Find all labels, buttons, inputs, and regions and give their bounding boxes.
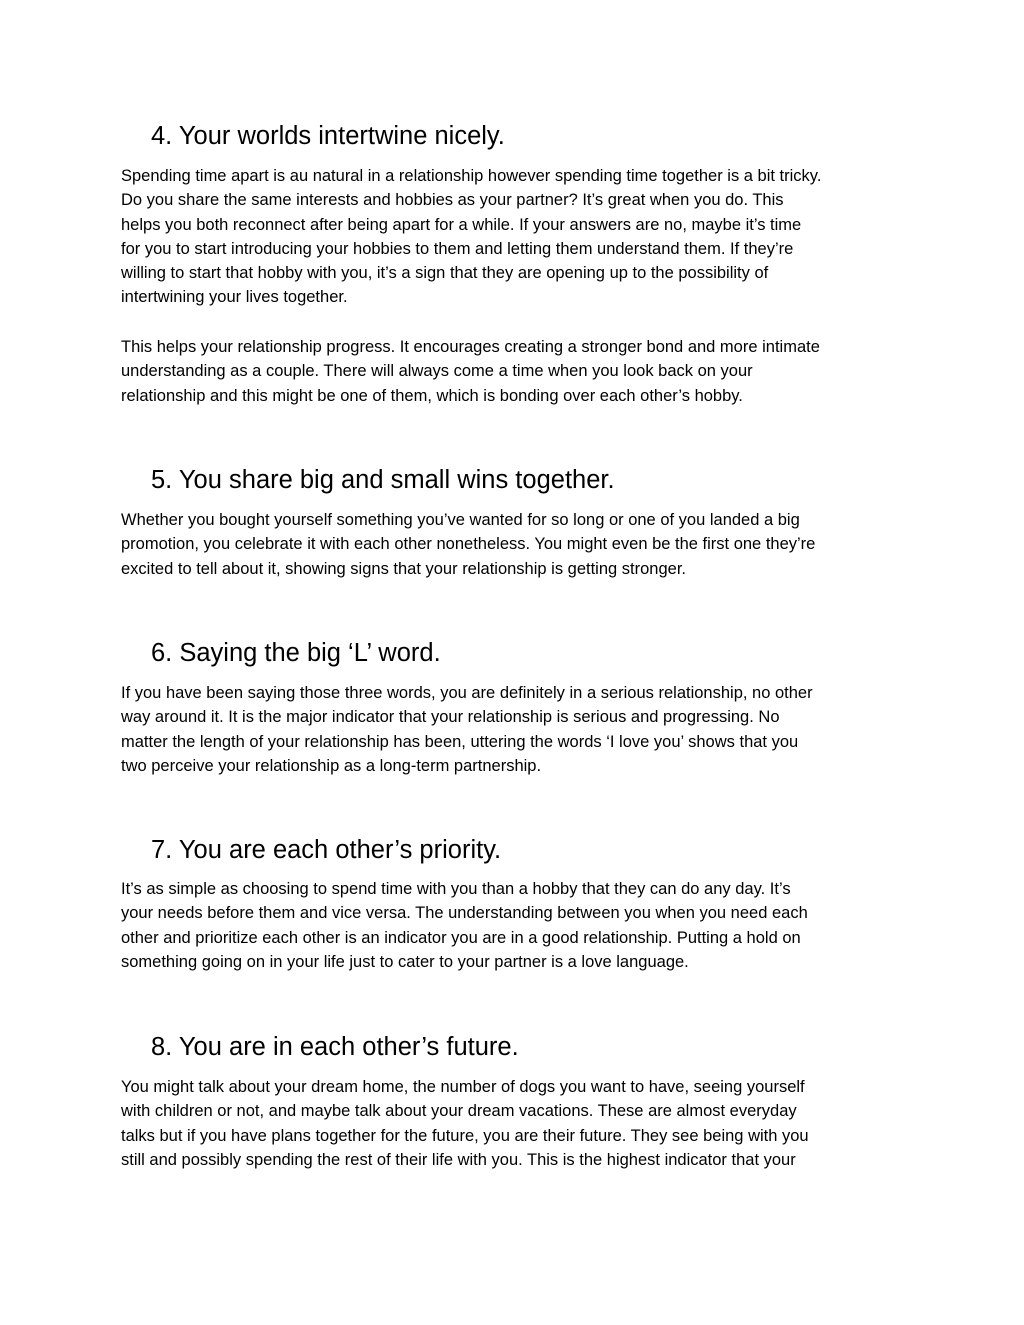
section-8-paragraph-1 <box>121 1075 911 1172</box>
paragraph-line: intertwining your lives together. <box>121 288 348 307</box>
paragraph-line: Do you share the same interests and hobbies as your partner? It’s great when you do. This <box>121 191 784 210</box>
paragraph-line: matter the length of your relationship has been, uttering the words ‘I love you’ shows that you <box>121 732 799 751</box>
paragraph-line: for you to start introducing your hobbies to them and letting them understand them. If they’re <box>121 239 794 258</box>
section-heading-7: 7. You are each other’s priority. <box>151 836 502 864</box>
paragraph-line: It’s as simple as choosing to spend time with you than a hobby that they can do any day. It’s <box>121 880 791 898</box>
paragraph-line: other and prioritize each other is an indicator you are in a good relationship. Putting a hold on <box>121 928 801 947</box>
paragraph-line: two perceive your relationship as a long-term partnership. <box>121 756 542 775</box>
paragraph-line: If you have been saying those three words, you are definitely in a serious relationship, no other <box>121 684 813 702</box>
paragraph-line: something going on in your life just to cater to your partner is a love language. <box>121 952 689 971</box>
paragraph-line: You might talk about your dream home, the number of dogs you want to have, seeing yourself <box>121 1078 805 1096</box>
paragraph-line: still and possibly spending the rest of their life with you. This is the highest indicator that your <box>121 1150 796 1169</box>
paragraph-line: talks but if you have plans together for the future, you are their future. They see being with you <box>121 1126 809 1145</box>
section-heading-4: 4. Your worlds intertwine nicely. <box>151 122 505 150</box>
paragraph-line: your needs before them and vice versa. The understanding between you when you need each <box>121 904 808 923</box>
section-5-paragraph-1 <box>121 508 911 581</box>
paragraph-line: willing to start that hobby with you, it’s a sign that they are opening up to the possibility of <box>121 264 769 283</box>
paragraph-line: helps you both reconnect after being apart for a while. If your answers are no, maybe it’s time <box>121 215 802 234</box>
paragraph-line: Whether you bought yourself something you’ve wanted for so long or one of you landed a big <box>121 511 800 529</box>
paragraph-line: excited to tell about it, showing signs that your relationship is getting stronger. <box>121 559 686 578</box>
section-heading-8: 8. You are in each other’s future. <box>151 1033 519 1061</box>
paragraph-line: way around it. It is the major indicator that your relationship is serious and progressing. No <box>121 708 780 727</box>
paragraph-line: This helps your relationship progress. It encourages creating a stronger bond and more intimate <box>121 338 820 356</box>
section-heading-6: 6. Saying the big ‘L’ word. <box>151 639 441 667</box>
paragraph-line: promotion, you celebrate it with each other nonetheless. You might even be the first one they’re <box>121 535 816 554</box>
section-4-paragraph-2 <box>121 335 911 408</box>
section-6-paragraph-1 <box>121 681 911 778</box>
paragraph-line: relationship and this might be one of them, which is bonding over each other’s hobby. <box>121 386 743 405</box>
section-4-paragraph-1 <box>121 164 911 310</box>
section-heading-5: 5. You share big and small wins together. <box>151 466 615 494</box>
section-7-paragraph-1 <box>121 877 911 974</box>
paragraph-line: Spending time apart is au natural in a relationship however spending time together is a bit tricky. <box>121 167 822 185</box>
paragraph-line: understanding as a couple. There will always come a time when you look back on your <box>121 362 753 381</box>
paragraph-line: with children or not, and maybe talk about your dream vacations. These are almost everyday <box>121 1102 797 1121</box>
